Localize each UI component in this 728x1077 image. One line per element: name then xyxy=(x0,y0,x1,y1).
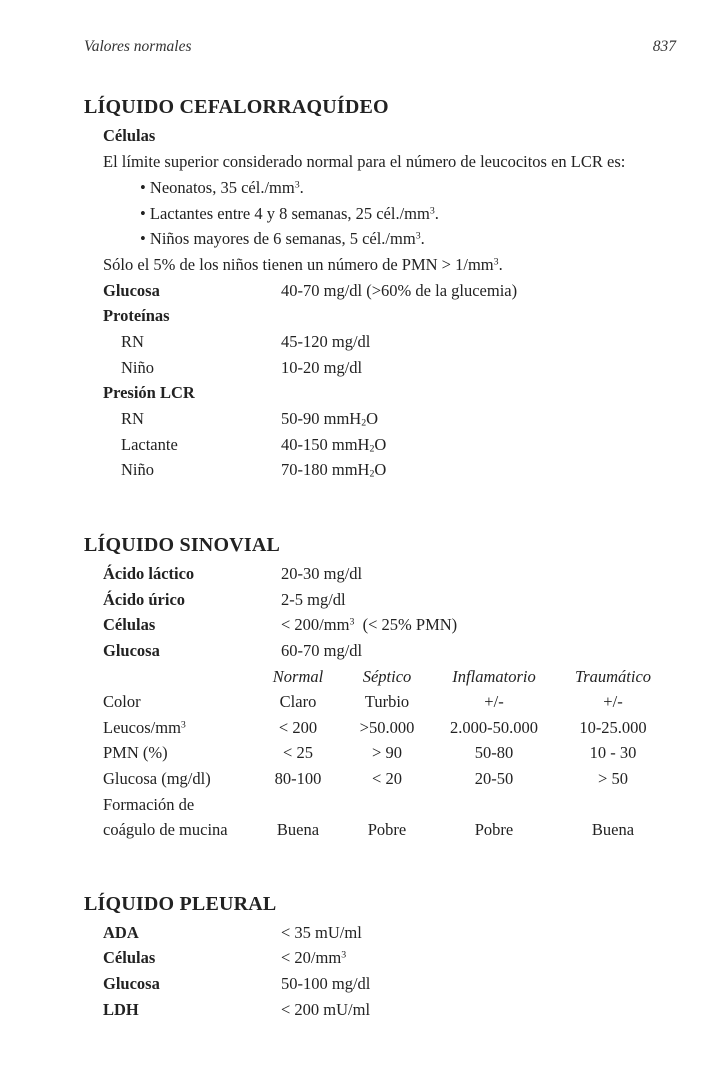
sinovial-lactico-value: 20-30 mg/dl xyxy=(281,564,363,583)
lcr-presion-lactante-label: Lactante xyxy=(121,435,178,454)
table-cell: +/- xyxy=(603,692,623,711)
sinovial-lactico-label: Ácido láctico xyxy=(103,564,195,583)
page-header xyxy=(84,38,676,58)
pleural-ada-value: < 35 mU/ml xyxy=(281,923,362,942)
pleural-celulas-value: < $20/mm^3$ xyxy=(281,948,347,967)
lcr-bullet-neonatos: • Neonatos, 35 $cél./mm^3$. xyxy=(140,178,304,197)
table-cell: Pobre xyxy=(367,820,407,839)
table-cell: < 25 xyxy=(283,743,313,762)
page-number: 837 xyxy=(652,38,676,55)
pleural-celulas-label: Células xyxy=(103,948,156,967)
table-cell: Buena xyxy=(591,820,635,839)
lcr-glucosa-label: Glucosa xyxy=(103,281,160,300)
pleural-ldh-label: LDH xyxy=(103,1000,139,1019)
lcr-presion-rn-label: RN xyxy=(121,409,144,428)
pleural-glucosa-label: Glucosa xyxy=(103,974,160,993)
table-cell: Claro xyxy=(279,692,317,711)
lcr-presion-rn-value: 50-90 mmH$_2$O xyxy=(281,409,379,429)
table-cell: > 50 xyxy=(598,769,628,788)
table-cell: < 200 xyxy=(278,718,318,737)
sinovial-urico-value: 2-5 mg/dl xyxy=(281,590,346,609)
lcr-bullet-ninos: • Niños mayores de 6 semanas, 5 $cél./mm^3$. xyxy=(140,229,425,248)
table-cell: +/- xyxy=(484,692,504,711)
lcr-presion-nino-value: 70-180 mmH$_2$O xyxy=(281,460,387,480)
lcr-presion-nino-label: Niño xyxy=(121,460,154,479)
lcr-proteinas-nino-value: 10-20 mg/dl xyxy=(281,358,363,377)
sinovial-celulas-label: Células xyxy=(103,615,156,634)
lcr-celulas-label: Células xyxy=(103,126,156,145)
sinovial-celulas-value: < $200/mm^3$ (< 25% PMN) xyxy=(281,615,458,634)
lcr-pmn-note: Sólo el 5% de los niños tienen un número de PMN > $1/mm^3$. xyxy=(103,255,503,274)
table-cell: 80-100 xyxy=(274,769,322,788)
table-row-label-formacion: Formación de xyxy=(103,795,195,814)
lcr-proteinas-nino-label: Niño xyxy=(121,358,154,377)
section-title-pleural: LÍQUIDO PLEURAL xyxy=(84,893,277,915)
table-cell: 20-50 xyxy=(474,769,514,788)
table-col-normal: Normal xyxy=(272,667,324,686)
table-cell: 50-80 xyxy=(474,743,514,762)
table-cell: 2.000-50.000 xyxy=(450,718,538,737)
pleural-ada-label: ADA xyxy=(103,923,139,942)
table-cell: < 20 xyxy=(372,769,402,788)
table-cell: 10-25.000 xyxy=(579,718,647,737)
table-col-traumatico: Traumático xyxy=(574,667,652,686)
section-title-lcr: LÍQUIDO CEFALORRAQUÍDEO xyxy=(84,96,389,118)
table-row-label-coagulo: coágulo de mucina xyxy=(103,820,228,839)
table-cell: > 90 xyxy=(372,743,402,762)
lcr-proteinas-rn-label: RN xyxy=(121,332,144,351)
lcr-proteinas-rn-value: 45-120 mg/dl xyxy=(281,332,371,351)
section-title-sinovial: LÍQUIDO SINOVIAL xyxy=(84,534,281,556)
lcr-intro: El límite superior considerado normal para el número de leucocitos en LCR es: xyxy=(103,152,626,171)
pleural-glucosa-value: 50-100 mg/dl xyxy=(281,974,371,993)
table-col-inflamatorio: Inflamatorio xyxy=(452,667,536,686)
table-col-septico: Séptico xyxy=(362,667,412,686)
table-cell: 10 - 30 xyxy=(589,743,637,762)
table-cell: Pobre xyxy=(474,820,514,839)
lcr-bullet-lactantes: • Lactantes entre 4 y 8 semanas, 25 $cél./mm^3$. xyxy=(140,204,439,223)
table-cell: >50.000 xyxy=(359,718,415,737)
lcr-presion-label: Presión LCR xyxy=(103,383,195,402)
lcr-glucosa-value: 40-70 mg/dl (>60% de la glucemia) xyxy=(281,281,518,300)
running-title: Valores normales xyxy=(84,38,192,55)
lcr-proteinas-label: Proteínas xyxy=(103,306,170,325)
table-cell: Buena xyxy=(276,820,320,839)
table-cell: Turbio xyxy=(364,692,410,711)
sinovial-glucosa-value: 60-70 mg/dl xyxy=(281,641,363,660)
sinovial-urico-label: Ácido úrico xyxy=(103,590,186,609)
table-row-label-color: Color xyxy=(103,692,141,711)
table-row-label-leucos: Leucos/$mm^3$ xyxy=(103,718,186,737)
table-row-label-glucosa: Glucosa (mg/dl) xyxy=(103,769,211,788)
lcr-presion-lactante-value: 40-150 mmH$_2$O xyxy=(281,435,387,455)
pleural-ldh-value: < 200 mU/ml xyxy=(281,1000,371,1019)
table-row-label-pmn: PMN (%) xyxy=(103,743,168,762)
sinovial-glucosa-label: Glucosa xyxy=(103,641,160,660)
